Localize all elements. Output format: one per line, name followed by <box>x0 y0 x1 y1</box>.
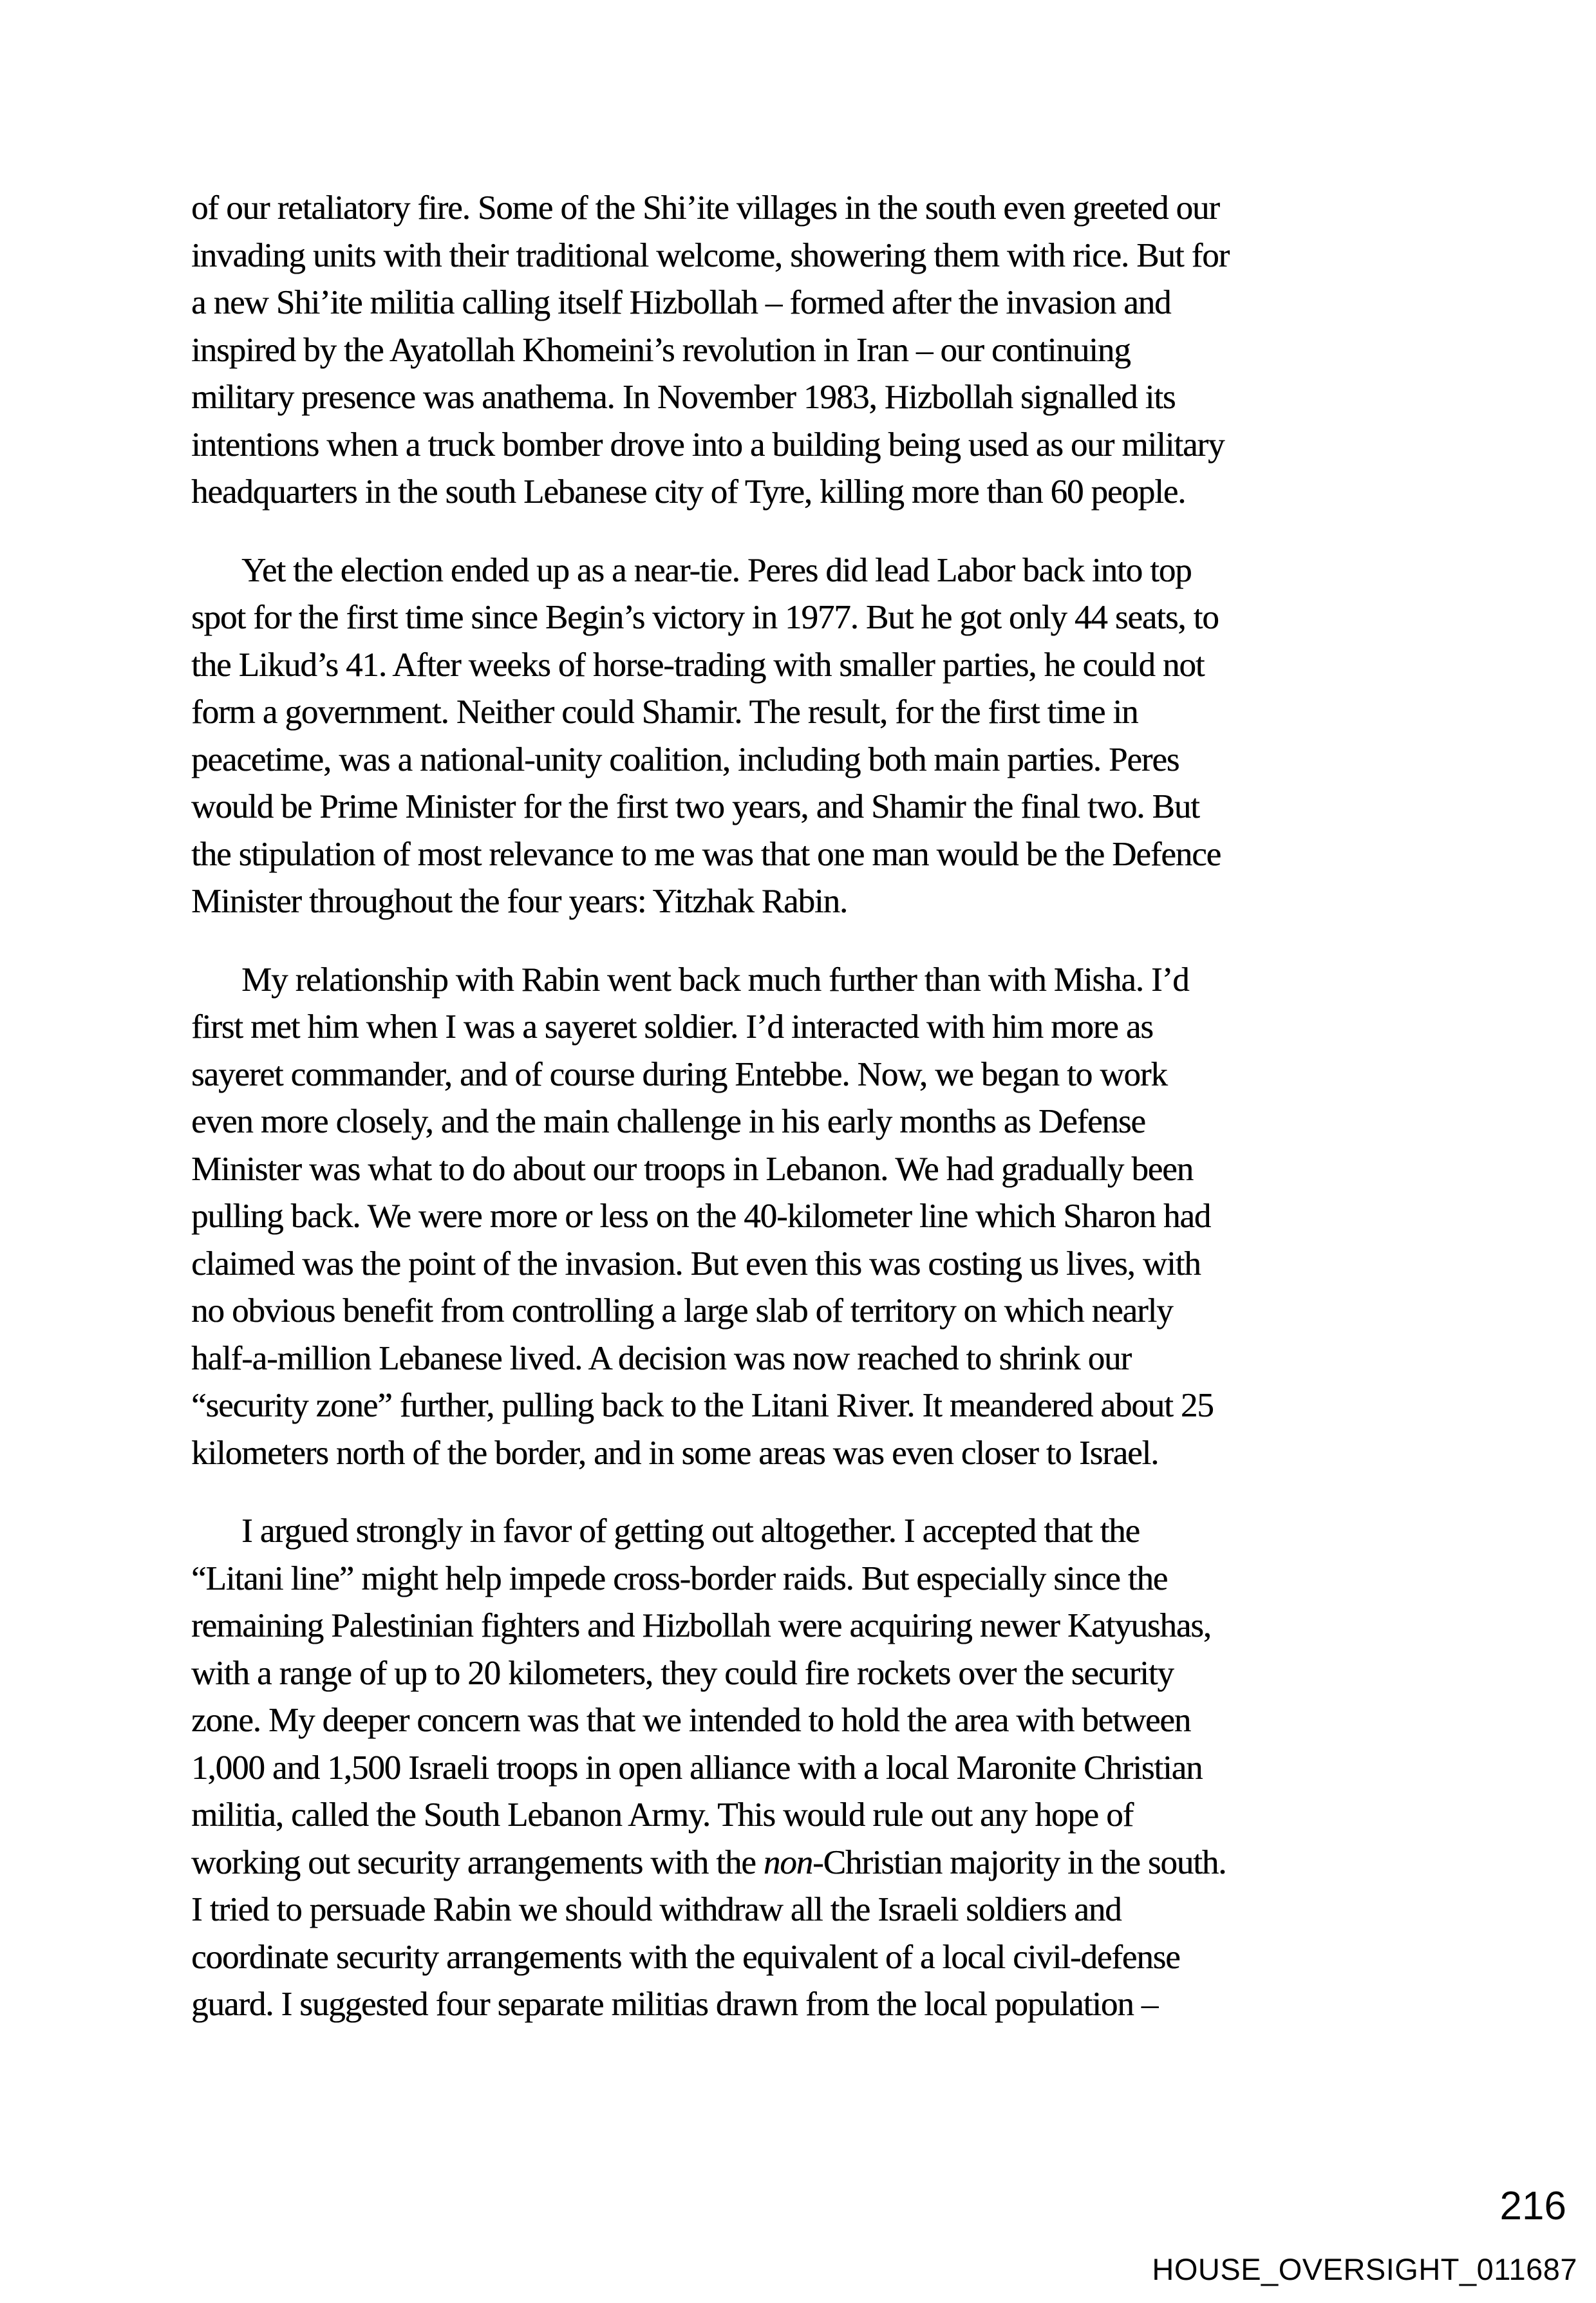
text-line: peacetime, was a national-unity coalition, including both main parties. Peres <box>191 740 1179 778</box>
text-line: I tried to persuade Rabin we should withdraw all the Israeli soldiers and <box>191 1891 1122 1928</box>
text-line: pulling back. We were more or less on the 40-kilometer line which Sharon had <box>191 1198 1211 1235</box>
text-line: Minister throughout the four years: Yitzhak Rabin. <box>191 883 848 920</box>
text-line: of our retaliatory fire. Some of the Shi’ite villages in the south even greeted our <box>191 189 1219 227</box>
text-line: the Likud’s 41. After weeks of horse-trading with smaller parties, he could not <box>191 646 1205 684</box>
text-line: even more closely, and the main challenge in his early months as Defense <box>191 1103 1145 1140</box>
text-line: remaining Palestinian fighters and Hizbollah were acquiring newer Katyushas, <box>191 1607 1211 1644</box>
text-line: working out security arrangements with the non-Christian majority in the south. <box>191 1843 1226 1881</box>
text-line: coordinate security arrangements with the equivalent of a local civil-defense <box>191 1938 1180 1976</box>
paragraph <box>191 547 1421 926</box>
paragraph <box>191 957 1421 1478</box>
text-line: zone. My deeper concern was that we intended to hold the area with between <box>191 1702 1191 1739</box>
text-line: invading units with their traditional welcome, showering them with rice. But for <box>191 236 1230 274</box>
text-line: sayeret commander, and of course during Entebbe. Now, we began to work <box>191 1055 1167 1093</box>
text-line: kilometers north of the border, and in some areas was even closer to Israel. <box>191 1434 1159 1472</box>
text-line: no obvious benefit from controlling a large slab of territory on which nearly <box>191 1292 1173 1330</box>
text-line: My relationship with Rabin went back much further than with Misha. I’d <box>241 961 1189 999</box>
paragraph <box>191 1508 1421 2029</box>
text-line: form a government. Neither could Shamir. The result, for the first time in <box>191 693 1138 731</box>
body-text <box>191 185 1421 2029</box>
text-line: with a range of up to 20 kilometers, they could fire rockets over the security <box>191 1654 1174 1692</box>
text-line: the stipulation of most relevance to me was that one man would be the Defence <box>191 835 1221 873</box>
text-line: militia, called the South Lebanon Army. This would rule out any hope of <box>191 1796 1134 1834</box>
text-line: spot for the first time since Begin’s victory in 1977. But he got only 44 seats, to <box>191 599 1219 636</box>
text-line: a new Shi’ite militia calling itself Hizbollah – formed after the invasion and <box>191 284 1171 321</box>
page-number: 216 <box>1499 2184 1566 2228</box>
text-line: headquarters in the south Lebanese city of Tyre, killing more than 60 people. <box>191 473 1186 511</box>
text-line: first met him when I was a sayeret soldier. I’d interacted with him more as <box>191 1008 1153 1046</box>
paragraph <box>191 185 1421 516</box>
text-line: would be Prime Minister for the first two years, and Shamir the final two. But <box>191 788 1199 825</box>
text-line: inspired by the Ayatollah Khomeini’s revolution in Iran – our continuing <box>191 331 1131 369</box>
text-line: 1,000 and 1,500 Israeli troops in open alliance with a local Maronite Christian <box>191 1749 1203 1787</box>
text-line: “Litani line” might help impede cross-border raids. But especially since the <box>191 1559 1168 1597</box>
text-line: Minister was what to do about our troops in Lebanon. We had gradually been <box>191 1150 1193 1188</box>
text-line: half-a-million Lebanese lived. A decision was now reached to shrink our <box>191 1339 1131 1377</box>
text-line: military presence was anathema. In November 1983, Hizbollah signalled its <box>191 379 1176 416</box>
text-line: Yet the election ended up as a near-tie. Peres did lead Labor back into top <box>241 551 1192 589</box>
text-line: intentions when a truck bomber drove into a building being used as our military <box>191 426 1225 464</box>
text-line: “security zone” further, pulling back to the Litani River. It meandered about 25 <box>191 1387 1214 1424</box>
bates-stamp: HOUSE_OVERSIGHT_011687 <box>1152 2252 1577 2286</box>
text-line: I argued strongly in favor of getting out altogether. I accepted that the <box>241 1512 1140 1550</box>
text-line: guard. I suggested four separate militias drawn from the local population – <box>191 1986 1158 2023</box>
text-line: claimed was the point of the invasion. But even this was costing us lives, with <box>191 1245 1201 1283</box>
